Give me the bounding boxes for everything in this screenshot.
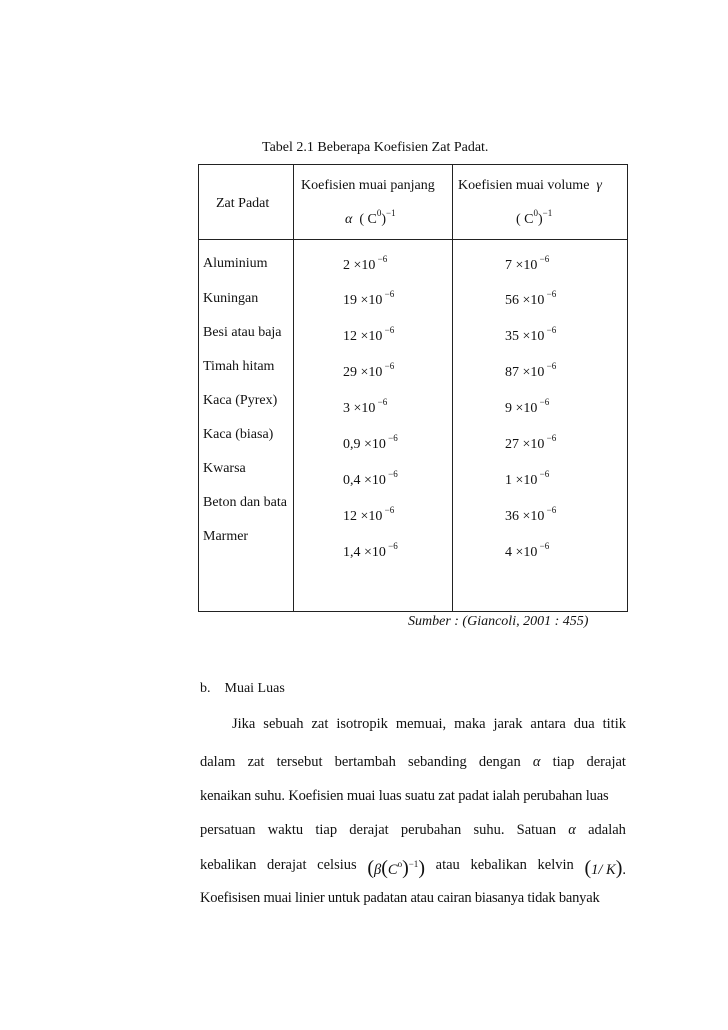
table-header-rule: [199, 239, 627, 240]
row-linear-coefficient: 0,9 ×10 $^{-6}$: [343, 433, 398, 452]
row-material-name: Kuningan: [203, 291, 259, 306]
row-linear-coefficient: 12 ×10 $^{-6}$: [343, 505, 395, 524]
row-material-name: Marmer: [203, 529, 249, 544]
word: atau: [435, 857, 460, 873]
para-line-6: Koefisisen muai linier untuk padatan atau cairan biasanya tidak banyak: [200, 890, 600, 906]
word: sebanding: [407, 754, 467, 770]
word: perubahan: [400, 822, 462, 838]
word: tersebut: [276, 754, 323, 770]
row-volume-coefficient: 1 ×10 $^{-6}$: [505, 469, 550, 488]
word: antara: [530, 716, 566, 732]
word: kebalikan: [470, 857, 527, 873]
header-linear: Koefisien muai panjang: [301, 178, 435, 193]
word: celsius: [317, 857, 357, 873]
row-volume-coefficient: 4 ×10 $^{-6}$: [505, 541, 550, 560]
section-marker: b.: [200, 681, 211, 696]
unit-text: ( C: [359, 212, 377, 227]
word: titik: [602, 716, 626, 732]
row-linear-coefficient: 3 ×10 $^{-6}$: [343, 397, 388, 416]
kelvin-formula: (1/ K).: [584, 857, 626, 879]
word: maka: [454, 716, 486, 732]
unit-sup: 0: [376, 208, 382, 218]
beta-formula: $(\beta(C^o)^{-1})$: [367, 857, 425, 879]
word: tiap: [552, 754, 575, 770]
word: derajat: [267, 857, 307, 873]
word: zat: [247, 754, 265, 770]
word: dua: [573, 716, 595, 732]
word: adalah: [588, 822, 626, 838]
header-volume-unit: [516, 208, 553, 228]
para-line-3: kenaikan suhu. Koefisien muai luas suatu zat padat ialah perubahan luas: [200, 788, 609, 804]
word: Satuan: [516, 822, 557, 838]
row-volume-coefficient: 35 ×10 $^{-6}$: [505, 325, 557, 344]
row-linear-coefficient: 2 ×10 $^{-6}$: [343, 254, 388, 273]
row-volume-coefficient: 9 ×10 $^{-6}$: [505, 397, 550, 416]
word: tiap: [315, 822, 338, 838]
unit-text: ( C: [516, 212, 534, 227]
row-linear-coefficient: 19 ×10 $^{-6}$: [343, 289, 395, 308]
word: zat: [311, 716, 329, 732]
row-linear-coefficient: 12 ×10 $^{-6}$: [343, 325, 395, 344]
word: waktu: [267, 822, 304, 838]
word: kelvin: [537, 857, 574, 873]
row-material-name: Kaca (biasa): [203, 427, 274, 442]
alpha-symbol: α: [532, 754, 541, 770]
coefficient-table: [198, 164, 628, 612]
row-linear-coefficient: 29 ×10 $^{-6}$: [343, 361, 395, 380]
header-volume-text: Koefisien muai volume: [458, 178, 590, 193]
word: derajat: [586, 754, 626, 770]
row-linear-coefficient: 1,4 ×10 $^{-6}$: [343, 541, 398, 560]
header-volume: [458, 178, 602, 194]
section-title: Muai Luas: [224, 681, 285, 696]
row-volume-coefficient: 56 ×10 $^{-6}$: [505, 289, 557, 308]
alpha-symbol: α: [568, 822, 576, 838]
word: dengan: [478, 754, 521, 770]
row-volume-coefficient: 7 ×10 $^{-6}$: [505, 254, 550, 273]
unit-exponent: −1: [386, 208, 396, 218]
word: dalam: [200, 754, 236, 770]
unit-exponent: −1: [542, 208, 553, 218]
alpha-symbol: α: [345, 212, 353, 227]
word: jarak: [493, 716, 523, 732]
word: bertambah: [334, 754, 396, 770]
row-linear-coefficient: 0,4 ×10 $^{-6}$: [343, 469, 398, 488]
table-source: Sumber : (Giancoli, 2001 : 455): [408, 614, 589, 629]
word: sebuah: [263, 716, 304, 732]
unit-close: ): [538, 212, 543, 227]
table-divider: [452, 165, 453, 611]
header-linear-unit: [345, 208, 396, 228]
gamma-symbol: γ: [596, 178, 602, 193]
para-line-2: [200, 754, 626, 771]
word: kebalikan: [200, 857, 257, 873]
section-heading: [200, 681, 285, 697]
word: derajat: [349, 822, 389, 838]
row-material-name: Aluminium: [203, 256, 268, 271]
unit-close: ): [381, 212, 387, 227]
word: isotropik: [336, 716, 388, 732]
word: Jika: [232, 716, 256, 732]
para-line-5: [200, 857, 626, 880]
header-zat-padat: Zat Padat: [216, 196, 270, 211]
row-material-name: Kwarsa: [203, 461, 246, 476]
word: persatuan: [200, 822, 256, 838]
table-caption: Tabel 2.1 Beberapa Koefisien Zat Padat.: [262, 140, 489, 155]
row-material-name: Kaca (Pyrex): [203, 393, 278, 408]
para-line-1: [232, 716, 626, 733]
row-volume-coefficient: 36 ×10 $^{-6}$: [505, 505, 557, 524]
unit-sup: 0: [533, 208, 538, 218]
row-volume-coefficient: 27 ×10 $^{-6}$: [505, 433, 557, 452]
row-material-name: Besi atau baja: [203, 325, 282, 340]
row-material-name: Timah hitam: [203, 359, 275, 374]
row-volume-coefficient: 87 ×10 $^{-6}$: [505, 361, 557, 380]
word: memuai,: [395, 716, 447, 732]
word: suhu.: [473, 822, 505, 838]
row-material-name: Beton dan bata: [203, 495, 287, 510]
table-divider: [293, 165, 294, 611]
para-line-4: [200, 822, 626, 839]
